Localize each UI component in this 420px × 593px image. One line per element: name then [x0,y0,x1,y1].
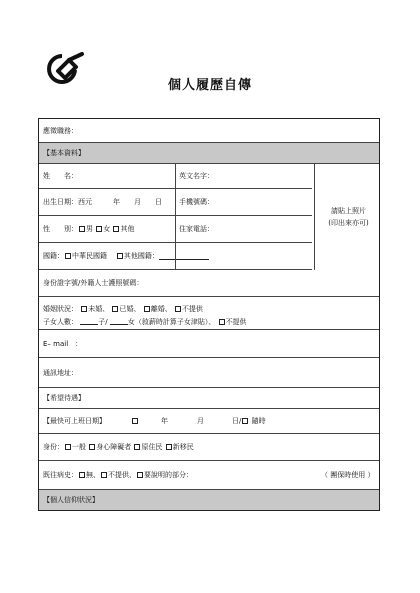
identity-general-label: 一般 [72,443,86,451]
start-day-group [232,409,266,433]
children-son-label: 子/ [98,318,108,326]
marital-nodisclose-label: 不提供 [181,305,203,313]
start-date-box [131,409,139,433]
gender-male-checkbox[interactable] [79,226,85,232]
row-id-number [39,270,379,297]
section-basic-label: 【基本資料】 [43,149,85,157]
section-belief [39,490,379,510]
identity-indigenous-label: 原住民 [141,443,163,451]
start-immediate-label: 隨時 [251,417,266,425]
photo-instruction-note: (印出來亦可) [328,219,369,227]
identity-disabled-checkbox[interactable] [89,444,95,450]
children-son-input[interactable] [80,317,98,325]
marital-unmarried-checkbox[interactable] [81,306,87,312]
nationality-roc-label: 中華民國籍 [72,252,107,260]
identity-label: 身份： [43,443,64,451]
medical-group [43,461,193,489]
marital-nodisclose-checkbox[interactable] [175,306,181,312]
marital-unmarried-label: 未婚、 [88,305,110,313]
medical-nodisclose-checkbox[interactable] [101,472,107,478]
start-date-label: 【最快可上班日期】 [43,417,106,425]
nationality-other-label: 其他國籍： [123,252,159,260]
nationality-other-checkbox[interactable] [117,253,123,259]
id-number-field[interactable]: 身份證字號/外籍人士護照號碼： [43,279,144,287]
children-group [43,317,247,327]
nationality-label: 國籍： [43,252,64,260]
children-daughter-input[interactable] [110,317,128,325]
row-identity [39,434,379,461]
nationality-group [43,243,209,269]
expected-salary-label[interactable]: 【希望待遇】 [43,394,85,402]
medical-none-checkbox[interactable] [79,472,85,478]
nationality-other-input[interactable] [159,252,209,260]
start-month-label: 月 [197,417,204,425]
identity-newimmigrant-checkbox[interactable] [166,444,172,450]
medical-explain-label: 要說明的部分： [144,471,193,479]
medical-nodisclose-label: 不提供、 [108,471,136,479]
name-field[interactable]: 姓 名： [43,172,78,180]
row-marital [39,297,379,330]
row-position [39,119,379,143]
column-divider [175,164,176,270]
children-nodisclose-checkbox[interactable] [219,319,225,325]
medical-label: 既往病史： [43,471,78,479]
section-expected-salary [39,388,379,409]
gender-other-checkbox[interactable] [113,226,119,232]
start-immediate-checkbox[interactable] [242,418,248,424]
section-basic [39,143,379,164]
mobile-field[interactable]: 手機號碼： [179,198,214,206]
row-address [39,358,379,388]
gender-male-label: 男 [86,225,93,233]
marital-divorced-label: 離婚、 [150,305,172,313]
email-field[interactable]: E– mail ： [43,339,83,348]
marital-divorced-checkbox[interactable] [144,306,150,312]
start-year-label: 年 [161,417,168,425]
row-medical-history [39,461,379,490]
document-title: 個人履歷自傳 [167,78,252,93]
row-start-date [39,409,379,434]
children-daughter-label: 女（敘薪時計算子女津貼）、 [127,318,216,326]
start-day-label: 日/ [232,417,242,425]
row-email [39,330,379,358]
marital-label: 婚姻狀況： [43,305,78,313]
marital-married-label: 已婚、 [119,305,141,313]
identity-general-checkbox[interactable] [65,444,71,450]
identity-group [43,434,194,460]
belief-section-label: 【個人信仰狀況】 [43,496,99,504]
start-date-checkbox[interactable] [132,418,138,424]
gender-other-label: 其他 [120,225,135,233]
photo-box[interactable] [314,164,382,270]
marital-married-checkbox[interactable] [112,306,118,312]
gender-label: 性 別： [43,225,78,233]
medical-none-label: 無、 [86,471,100,479]
children-nodisclose-label: 不提供 [225,318,247,326]
medical-explain-checkbox[interactable] [137,472,143,478]
marital-group [43,304,203,314]
gender-female-checkbox[interactable] [96,226,102,232]
birthdate-field[interactable]: 出生日期：西元 年 月 日 [43,198,162,206]
medical-note: （ 團保時使用 ） [321,471,375,479]
gender-female-label: 女 [103,225,111,233]
nationality-roc-checkbox[interactable] [65,253,71,259]
resume-form [38,118,380,511]
address-field[interactable]: 通訊地址： [43,368,78,377]
photo-instruction: 請貼上照片 [331,207,366,215]
children-label: 子女人數： [43,318,78,326]
gender-group [43,216,134,242]
home-phone-field[interactable]: 住家電話： [179,225,214,233]
identity-newimmigrant-label: 新移民 [172,443,194,451]
english-name-field[interactable]: 英文名字： [179,172,214,180]
identity-indigenous-checkbox[interactable] [134,444,140,450]
identity-disabled-label: 身心障礙者 [96,443,132,451]
position-field[interactable]: 應徵職務： [43,126,78,135]
